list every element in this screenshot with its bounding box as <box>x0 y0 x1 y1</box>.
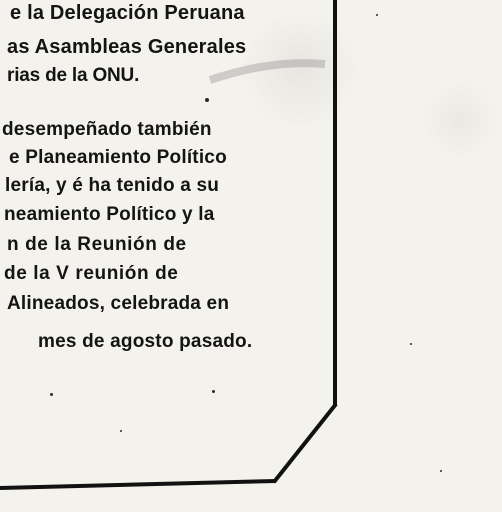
frame-corner-diagonal <box>274 404 336 482</box>
text-line-6: lería, y é ha tenido a su <box>5 175 220 196</box>
text-line-1: e la Delegación Peruana <box>10 2 245 24</box>
scan-speck <box>205 98 209 102</box>
text-line-10: Alineados, celebrada en <box>7 293 230 314</box>
text-line-2: as Asambleas Generales <box>7 36 247 58</box>
text-line-8: n de la Reunión de <box>7 234 187 255</box>
text-line-9: de la V reunión de <box>4 263 179 284</box>
scan-speck <box>440 470 442 472</box>
text-line-7: neamiento Político y la <box>4 204 215 225</box>
ink-smudge <box>210 63 325 80</box>
scan-speck <box>50 393 53 396</box>
text-line-3: rias de la ONU. <box>7 65 140 86</box>
text-line-5: e Planeamiento Político <box>9 147 227 168</box>
text-line-4: desempeñado también <box>2 119 212 140</box>
scan-speck <box>120 430 122 432</box>
scan-speck <box>212 390 215 393</box>
scan-speck <box>376 14 378 16</box>
scan-speck <box>410 343 412 345</box>
text-line-11: mes de agosto pasado. <box>38 331 253 352</box>
frame-bottom-edge <box>0 481 276 488</box>
